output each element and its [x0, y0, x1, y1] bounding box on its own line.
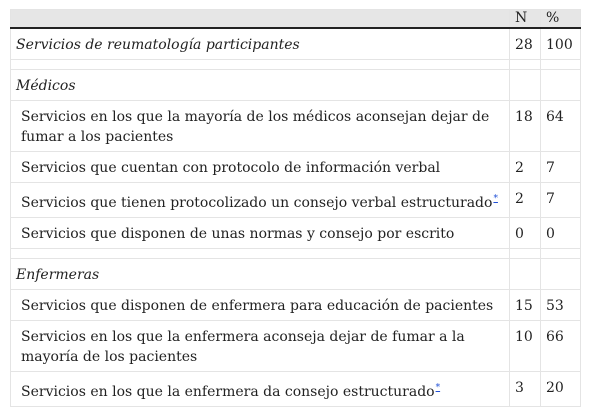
row-pct: 0 — [541, 218, 581, 249]
row-n: 2 — [510, 152, 541, 183]
table-row — [11, 183, 581, 218]
row-n: 3 — [510, 372, 541, 407]
row-pct: 20 — [541, 372, 581, 407]
row-label: Servicios que disponen de unas normas y consejo por escrito — [11, 218, 510, 249]
header-n: N — [510, 10, 541, 29]
table-container — [10, 9, 580, 407]
header-pct: % — [541, 10, 581, 29]
table-row — [11, 101, 581, 152]
table-row — [11, 290, 581, 321]
header-label — [11, 10, 510, 29]
participants-row — [11, 28, 581, 60]
row-n: 15 — [510, 290, 541, 321]
row-label: Servicios en los que la enfermera aconseja dejar de fumar a la mayoría de los pacientes — [11, 321, 510, 372]
row-n: 10 — [510, 321, 541, 372]
row-pct: 66 — [541, 321, 581, 372]
row-label: Servicios en los que la mayoría de los médicos aconsejan dejar de fumar a los pacientes — [11, 101, 510, 152]
spacer-row — [11, 249, 581, 259]
table-row — [11, 152, 581, 183]
row-n: 0 — [510, 218, 541, 249]
section-heading-medicos — [11, 70, 581, 101]
footnote-link[interactable]: * — [435, 383, 441, 393]
row-label: Servicios que tienen protocolizado un consejo verbal estructurado — [21, 195, 493, 211]
table-row — [11, 321, 581, 372]
row-label-cell — [11, 183, 510, 218]
table-row — [11, 218, 581, 249]
section-heading-enfermeras — [11, 259, 581, 290]
participants-n: 28 — [510, 28, 541, 60]
row-label: Servicios que cuentan con protocolo de información verbal — [11, 152, 510, 183]
spacer-row — [11, 60, 581, 70]
data-table — [10, 9, 581, 407]
participants-pct: 100 — [541, 28, 581, 60]
row-pct: 64 — [541, 101, 581, 152]
row-label-cell — [11, 372, 510, 407]
row-label: Servicios que disponen de enfermera para educación de pacientes — [11, 290, 510, 321]
footnote-link[interactable]: * — [493, 194, 498, 204]
row-pct: 7 — [541, 152, 581, 183]
row-label: Servicios en los que la enfermera da consejo estructurado — [21, 384, 435, 400]
participants-label: Servicios de reumatología participantes — [11, 28, 510, 60]
header-row — [11, 10, 581, 29]
section-title: Médicos — [11, 70, 510, 101]
table-row — [11, 372, 581, 407]
row-pct: 7 — [541, 183, 581, 218]
row-n: 2 — [510, 183, 541, 218]
row-pct: 53 — [541, 290, 581, 321]
section-title: Enfermeras — [11, 259, 510, 290]
row-n: 18 — [510, 101, 541, 152]
